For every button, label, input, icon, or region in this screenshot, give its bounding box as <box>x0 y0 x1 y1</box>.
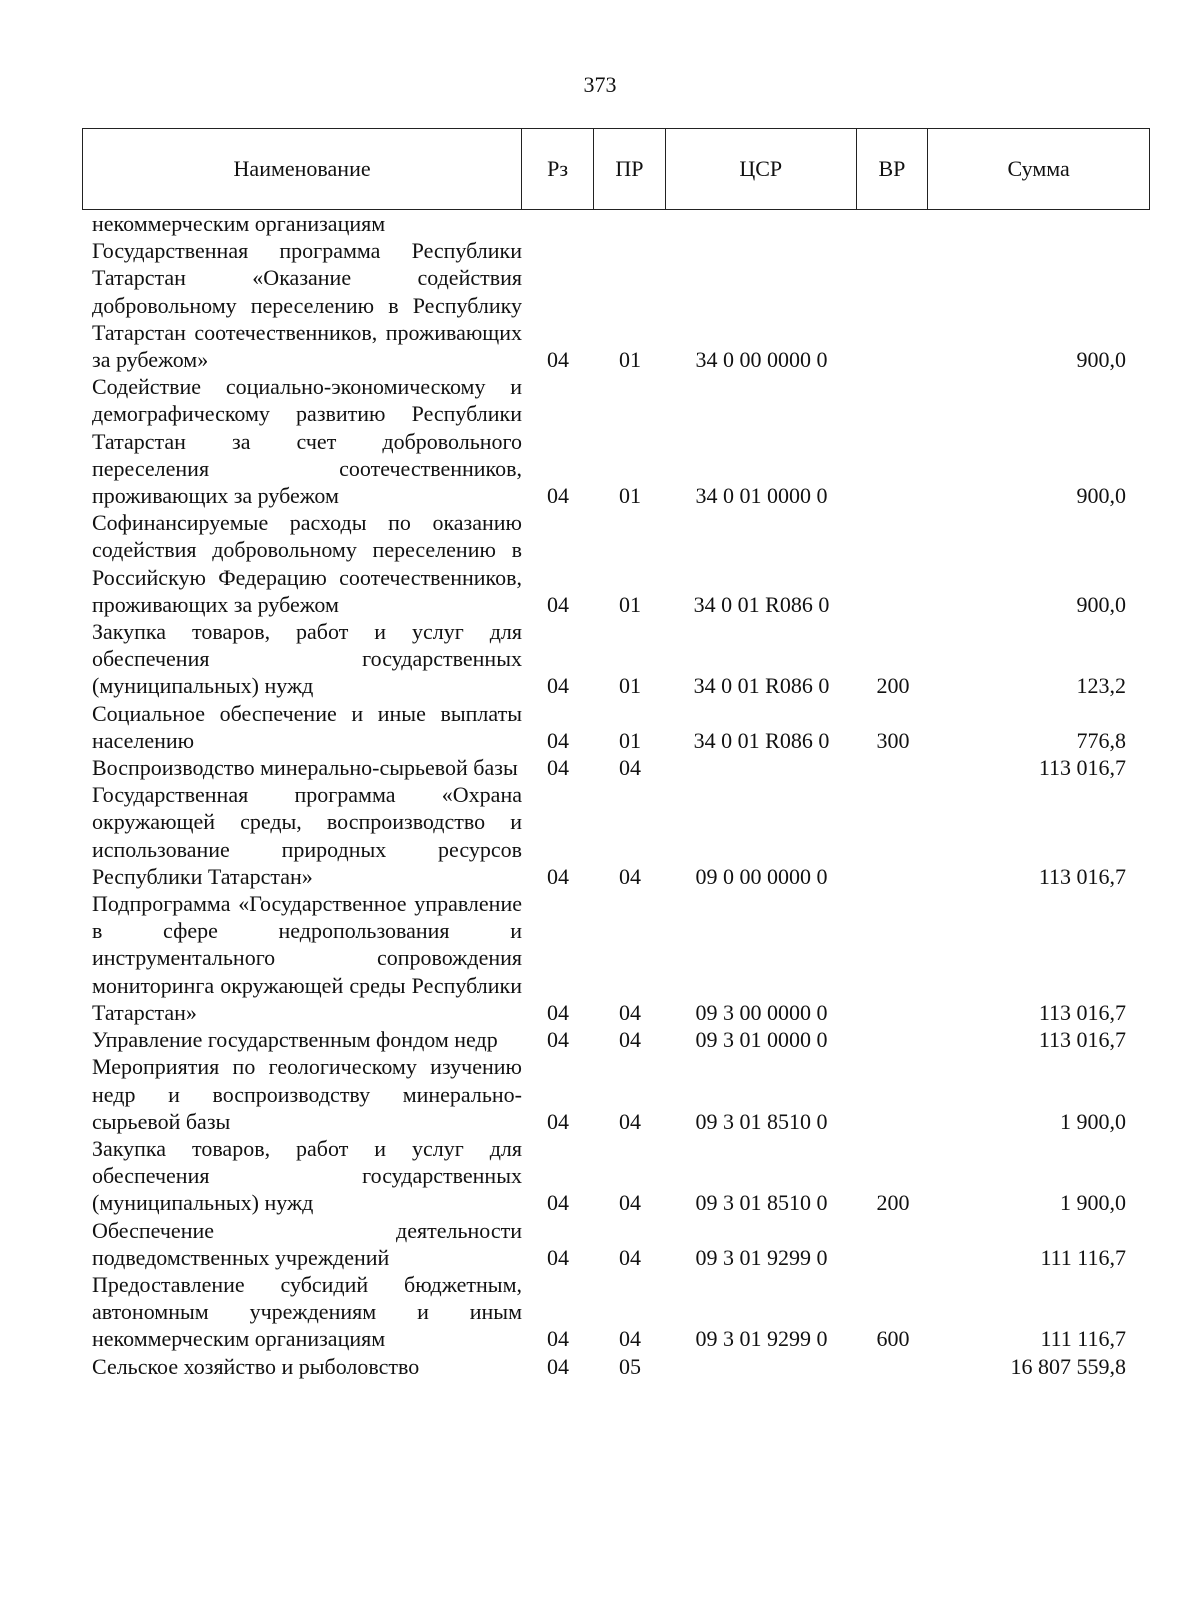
column-header-rz: Рз <box>522 129 594 209</box>
row-pr: 04 <box>619 1190 641 1216</box>
table-row <box>82 700 1150 754</box>
page-number: 373 <box>583 72 617 97</box>
table-row <box>82 1353 1150 1380</box>
table-row <box>82 1271 1150 1353</box>
row-name: Закупка товаров, работ и услуг для обеспечения государственных (муниципальных) нужд <box>92 619 522 699</box>
table-row <box>82 781 1150 890</box>
row-rz: 04 <box>547 591 569 617</box>
row-sum: 111 116,7 <box>1040 1244 1126 1270</box>
row-rz: 04 <box>547 727 569 753</box>
table-header <box>82 128 1150 210</box>
row-name: Софинансируемые расходы по оказанию содействия добровольному переселению в Российскую Федерацию соотечественников, проживающих за рубежом <box>92 510 522 617</box>
row-csr: 34 0 01 0000 0 <box>695 483 828 509</box>
row-pr: 01 <box>619 673 641 699</box>
row-rz: 04 <box>547 1326 569 1352</box>
row-name: некоммерческим организациям <box>92 211 386 236</box>
row-name: Подпрограмма «Государственное управление в сфере недропользования и инструментального сопровождения мониторинга окружающей среды Республики Татарстан» <box>92 891 522 1025</box>
table-body <box>82 210 1150 1380</box>
row-csr: 09 3 01 8510 0 <box>695 1108 828 1134</box>
row-pr: 04 <box>619 999 641 1025</box>
table-row <box>82 618 1150 700</box>
row-name: Закупка товаров, работ и услуг для обеспечения государственных (муниципальных) нужд <box>92 1135 522 1216</box>
table-row <box>82 1217 1150 1271</box>
row-pr: 04 <box>619 1244 641 1270</box>
row-pr: 01 <box>619 483 641 509</box>
column-header-csr: ЦСР <box>666 129 857 209</box>
column-header-name: Наименование <box>83 129 522 209</box>
row-sum: 111 116,7 <box>1040 1326 1126 1352</box>
table-row <box>82 1053 1150 1135</box>
row-vr: 300 <box>876 727 910 753</box>
row-csr: 34 0 01 R086 0 <box>693 591 830 617</box>
table-row <box>82 237 1150 373</box>
row-name: Государственная программа «Охрана окружающей среды, воспроизводство и использование природных ресурсов Республики Татарстан» <box>92 782 522 889</box>
table-row <box>82 210 1150 237</box>
row-csr: 09 3 01 9299 0 <box>695 1244 828 1270</box>
row-rz: 04 <box>547 483 569 509</box>
row-name: Государственная программа Республики Татарстан «Оказание содействия добровольному переселению в Республику Татарстан соотечественников, проживающих за рубежом» <box>92 238 522 373</box>
row-sum: 776,8 <box>1076 727 1126 753</box>
row-csr: 09 3 01 9299 0 <box>695 1326 828 1352</box>
row-sum: 16 807 559,8 <box>1010 1353 1126 1379</box>
row-csr: 34 0 01 R086 0 <box>693 673 830 699</box>
row-rz: 04 <box>547 1353 569 1379</box>
row-rz: 04 <box>547 999 569 1025</box>
row-name: Воспроизводство минерально-сырьевой базы <box>92 755 518 781</box>
row-name: Содействие социально-экономическому и демографическому развитию Республики Татарстан за счет добровольного переселения соотечественников, проживающих за рубежом <box>92 374 522 509</box>
row-sum: 1 900,0 <box>1060 1108 1126 1134</box>
row-pr: 04 <box>619 1108 641 1134</box>
row-pr: 04 <box>619 1326 641 1352</box>
row-rz: 04 <box>547 1108 569 1134</box>
row-sum: 113 016,7 <box>1038 755 1126 781</box>
row-csr: 34 0 00 0000 0 <box>695 347 828 373</box>
row-csr: 09 3 01 8510 0 <box>695 1190 828 1216</box>
row-rz: 04 <box>547 755 569 781</box>
table-row <box>82 509 1150 618</box>
row-pr: 04 <box>619 1027 641 1053</box>
row-sum: 113 016,7 <box>1038 863 1126 889</box>
row-name: Сельское хозяйство и рыболовство <box>92 1353 420 1379</box>
row-csr: 09 3 00 0000 0 <box>695 999 828 1025</box>
column-header-pr: ПР <box>594 129 666 209</box>
row-vr: 600 <box>876 1326 910 1352</box>
row-sum: 900,0 <box>1076 483 1126 509</box>
row-sum: 900,0 <box>1076 591 1126 617</box>
row-rz: 04 <box>547 347 569 373</box>
column-header-sum: Сумма <box>1007 156 1070 181</box>
row-sum: 113 016,7 <box>1038 999 1126 1025</box>
row-sum: 113 016,7 <box>1038 1027 1126 1053</box>
row-pr: 04 <box>619 863 641 889</box>
table-row <box>82 1026 1150 1053</box>
table-row <box>82 373 1150 509</box>
row-rz: 04 <box>547 1027 569 1053</box>
row-name: Социальное обеспечение и иные выплаты населению <box>92 700 522 753</box>
row-rz: 04 <box>547 673 569 699</box>
row-name: Мероприятия по геологическому изучению недр и воспроизводству минерально-сырьевой базы <box>92 1054 522 1134</box>
row-pr: 01 <box>619 727 641 753</box>
row-vr: 200 <box>876 673 910 699</box>
row-csr: 09 3 01 0000 0 <box>695 1027 828 1053</box>
row-pr: 01 <box>619 591 641 617</box>
row-sum: 123,2 <box>1076 673 1126 699</box>
column-header-vr: ВР <box>857 129 929 209</box>
row-name: Предоставление субсидий бюджетным, автономным учреждениям и иным некоммерческим организациям <box>92 1271 522 1352</box>
row-pr: 01 <box>619 347 641 373</box>
row-pr: 04 <box>619 755 641 781</box>
row-name: Управление государственным фондом недр <box>92 1027 498 1053</box>
row-sum: 900,0 <box>1076 347 1126 373</box>
row-csr: 34 0 01 R086 0 <box>693 727 830 753</box>
table-row <box>82 754 1150 781</box>
row-rz: 04 <box>547 863 569 889</box>
table-row <box>82 1135 1150 1217</box>
row-sum: 1 900,0 <box>1060 1190 1126 1216</box>
row-vr: 200 <box>876 1190 910 1216</box>
row-rz: 04 <box>547 1244 569 1270</box>
row-name: Обеспечение деятельности подведомственных учреждений <box>92 1217 522 1270</box>
table-row <box>82 890 1150 1026</box>
row-csr: 09 0 00 0000 0 <box>695 863 828 889</box>
row-rz: 04 <box>547 1190 569 1216</box>
row-pr: 05 <box>619 1353 641 1379</box>
